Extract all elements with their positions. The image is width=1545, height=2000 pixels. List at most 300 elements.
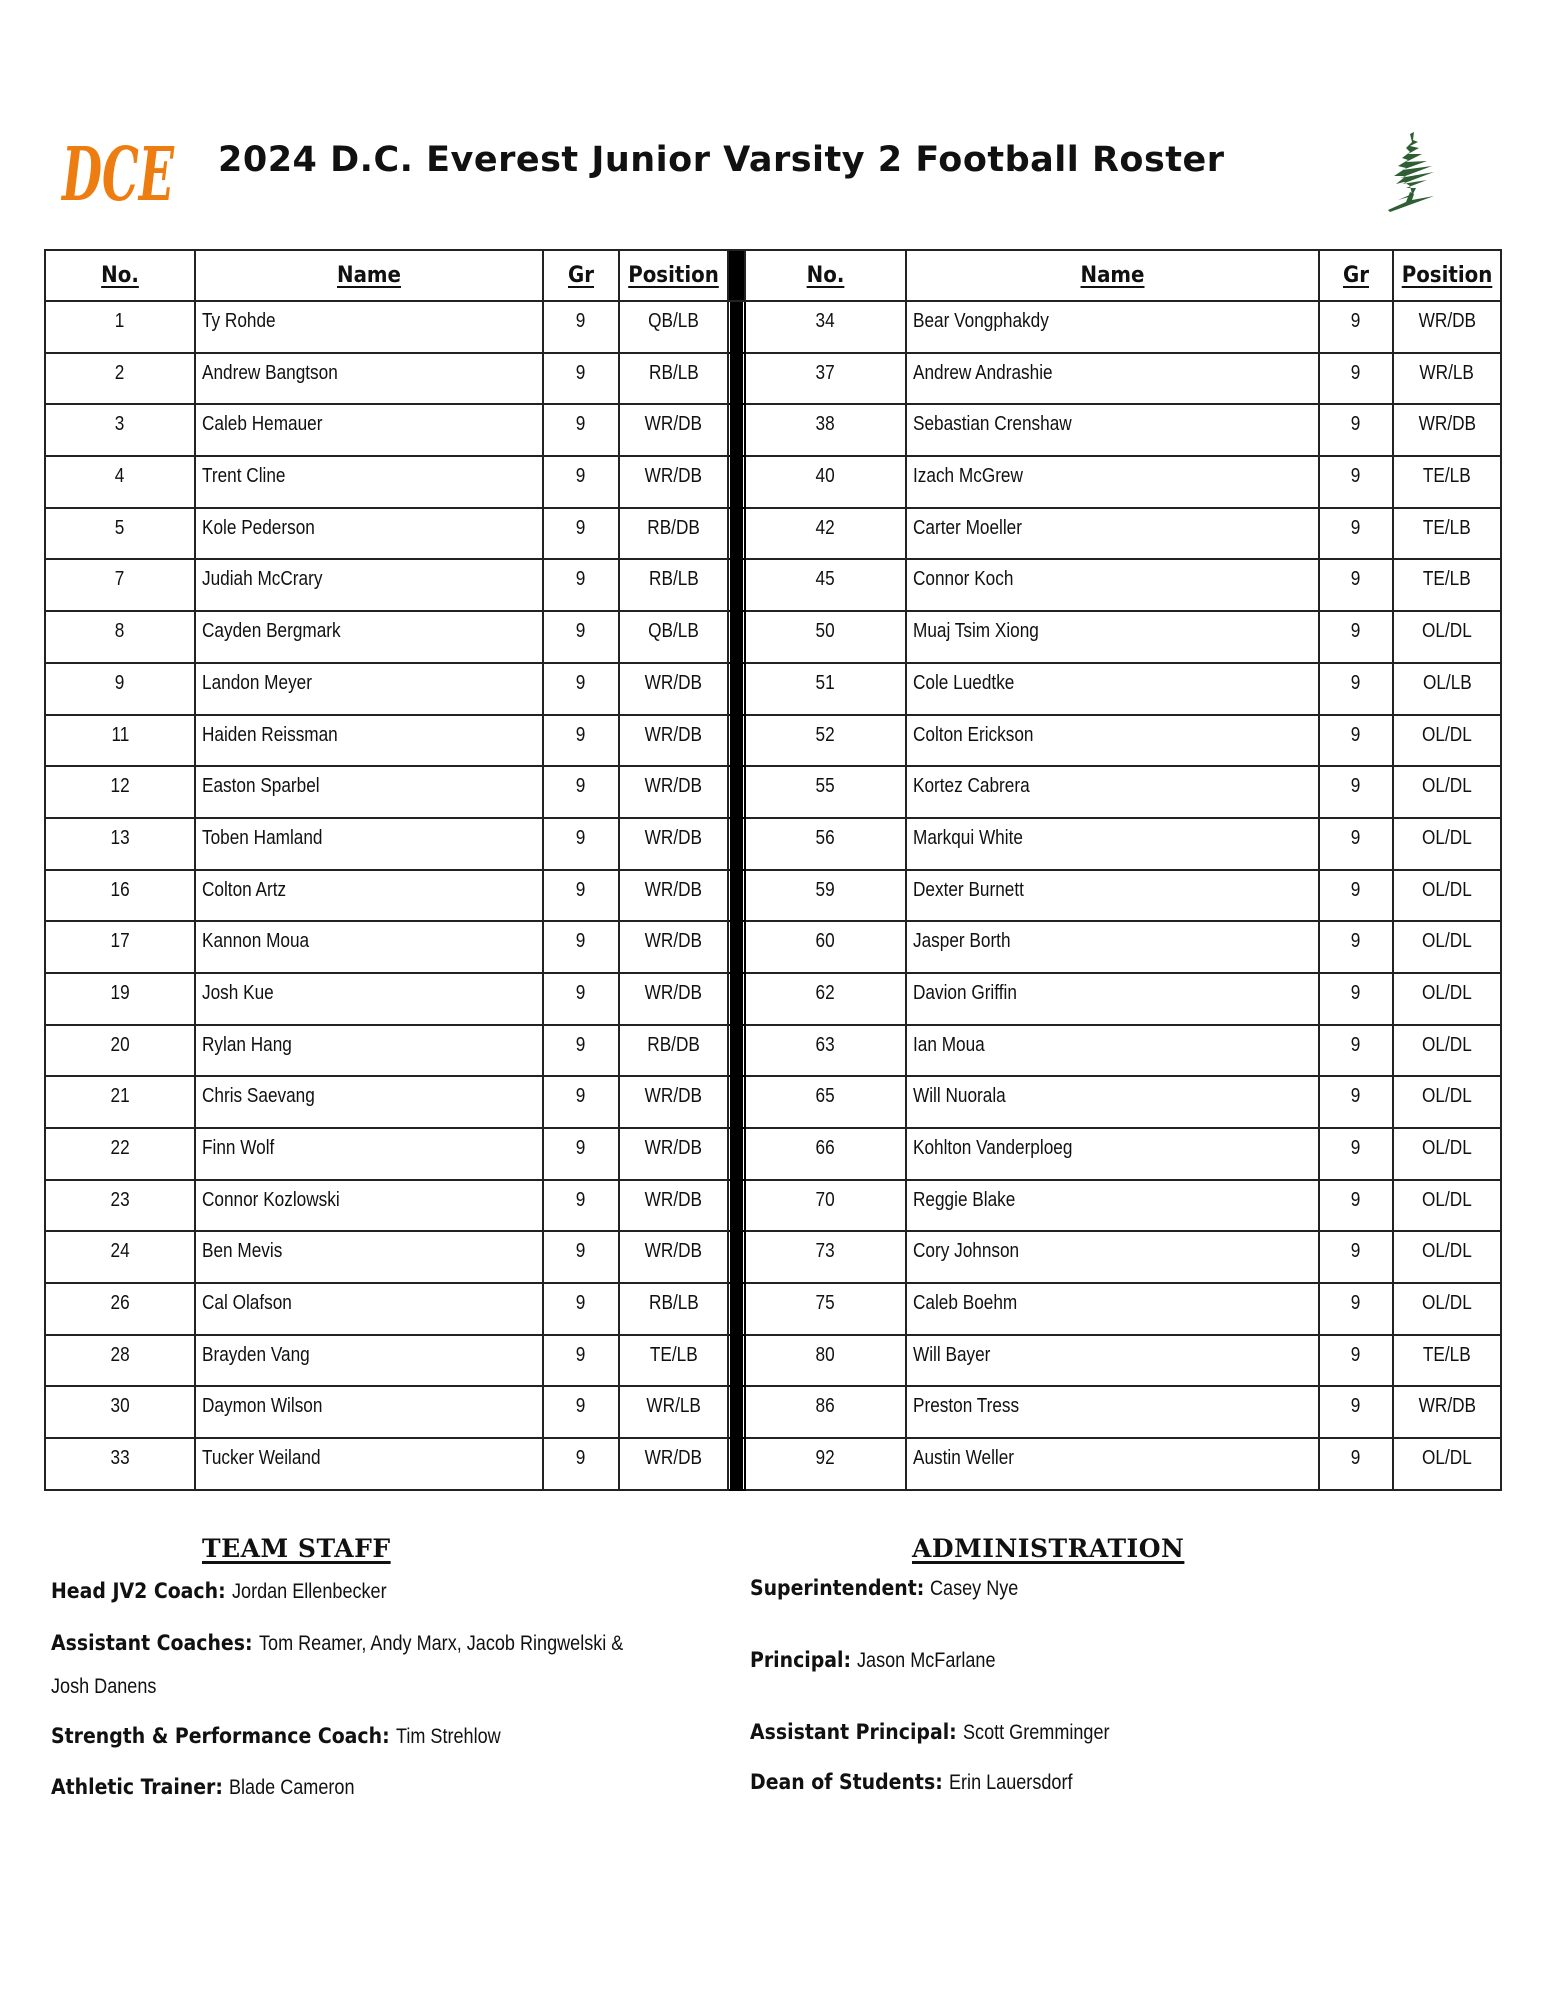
player-position-text: OL/DL: [1422, 1033, 1472, 1056]
player-grade-text: 9: [576, 413, 586, 436]
player-position: [619, 663, 728, 715]
player-grade-text: 9: [1351, 723, 1361, 746]
table-row: [45, 508, 1501, 560]
player-grade: [543, 663, 619, 715]
table-row: [45, 404, 1501, 456]
player-name: [906, 611, 1319, 663]
player-number: [745, 766, 906, 818]
player-position: [1393, 353, 1501, 405]
player-name-text: Cory Johnson: [913, 1240, 1020, 1263]
player-position-text: WR/DB: [644, 671, 703, 694]
table-row: [45, 1076, 1501, 1128]
player-position: [1393, 301, 1501, 353]
player-grade-text: 9: [576, 1188, 586, 1211]
player-number: [45, 1025, 195, 1077]
col-header-name: [195, 250, 543, 301]
player-number: [745, 870, 906, 922]
player-name: [906, 973, 1319, 1025]
player-number-text: 5: [115, 516, 125, 539]
player-name-text: Kortez Cabrera: [913, 775, 1030, 798]
player-number-text: 28: [110, 1343, 130, 1366]
player-position: [1393, 715, 1501, 767]
player-grade-text: 9: [1351, 1292, 1361, 1315]
admin-value: Scott Gremminger: [962, 1721, 1110, 1744]
player-grade-text: 9: [1351, 930, 1361, 953]
player-position-text: RB/DB: [647, 1033, 700, 1056]
player-grade-text: 9: [576, 1240, 586, 1263]
table-row: [45, 973, 1501, 1025]
player-position: [619, 404, 728, 456]
player-grade-text: 9: [576, 1292, 586, 1315]
player-grade: [543, 301, 619, 353]
player-grade: [1319, 1128, 1393, 1180]
table-row: [45, 766, 1501, 818]
player-name-text: Will Nuorala: [913, 1085, 1006, 1108]
player-number: [45, 508, 195, 560]
player-number-text: 33: [110, 1447, 130, 1470]
player-number-text: 55: [815, 775, 836, 798]
player-grade: [1319, 1231, 1393, 1283]
table-row: [45, 1283, 1501, 1335]
player-number: [45, 559, 195, 611]
player-name-text: Muaj Tsim Xiong: [913, 620, 1039, 643]
player-name-text: Cole Luedtke: [913, 671, 1015, 694]
administration-heading: ADMINISTRATION: [912, 1534, 1185, 1563]
player-grade: [543, 508, 619, 560]
player-position-text: WR/DB: [644, 930, 703, 953]
player-number: [745, 1128, 906, 1180]
player-number-text: 34: [815, 310, 836, 332]
staff-value-continued: Josh Danens: [51, 1675, 157, 1698]
player-position-text: TE/LB: [1423, 568, 1471, 591]
column-divider: [729, 508, 744, 560]
table-row: [45, 301, 1501, 353]
column-divider: [729, 870, 744, 922]
player-number: [45, 353, 195, 405]
player-position-text: OL/DL: [1422, 1188, 1472, 1211]
player-number-text: 4: [115, 465, 125, 488]
player-grade-text: 9: [1351, 1188, 1361, 1211]
player-name: [195, 1180, 543, 1232]
player-name-text: Judiah McCrary: [202, 568, 323, 591]
player-grade-text: 9: [576, 1447, 586, 1470]
player-name: [906, 1128, 1319, 1180]
table-row: [45, 1231, 1501, 1283]
player-position-text: TE/LB: [1423, 465, 1471, 488]
player-grade: [543, 1231, 619, 1283]
player-number: [745, 559, 906, 611]
player-number: [45, 456, 195, 508]
player-number: [745, 1438, 906, 1490]
column-divider: [729, 973, 744, 1025]
svg-text:DCE: DCE: [60, 132, 175, 218]
column-divider: [729, 1180, 744, 1232]
player-name-text: Davion Griffin: [913, 981, 1017, 1004]
player-position: [619, 611, 728, 663]
player-number-text: 23: [110, 1188, 130, 1211]
player-number-text: 24: [110, 1240, 130, 1263]
player-name-text: Kohlton Vanderploeg: [913, 1137, 1073, 1159]
player-position: [1393, 1386, 1501, 1438]
table-row: [45, 1438, 1501, 1490]
player-grade: [543, 921, 619, 973]
column-divider: [729, 1231, 744, 1283]
player-position: [619, 559, 728, 611]
player-number-text: 60: [815, 930, 836, 953]
col-header-gr-label: Gr: [1342, 263, 1369, 288]
player-position: [1393, 404, 1501, 456]
staff-value: Tom Reamer, Andy Marx, Jacob Ringwelski &: [258, 1632, 624, 1655]
player-grade: [1319, 1386, 1393, 1438]
player-name: [906, 508, 1319, 560]
player-number: [745, 508, 906, 560]
player-grade-text: 9: [576, 1033, 586, 1056]
player-position-text: WR/DB: [644, 878, 703, 901]
table-row: [45, 559, 1501, 611]
player-number-text: 13: [110, 826, 130, 849]
player-name-text: Trent Cline: [202, 465, 286, 488]
player-position: [1393, 663, 1501, 715]
player-position: [619, 1283, 728, 1335]
player-number-text: 70: [815, 1188, 836, 1211]
player-position: [1393, 559, 1501, 611]
player-number: [745, 715, 906, 767]
player-position-text: TE/LB: [649, 1343, 698, 1366]
player-number: [745, 1231, 906, 1283]
player-grade: [1319, 663, 1393, 715]
player-number-text: 42: [815, 516, 836, 539]
player-position-text: OL/DL: [1422, 1292, 1472, 1315]
player-position-text: OL/DL: [1422, 1085, 1472, 1108]
player-name-text: Cayden Bergmark: [202, 620, 341, 643]
player-grade: [1319, 870, 1393, 922]
player-number-text: 12: [110, 775, 130, 798]
player-name: [906, 1025, 1319, 1077]
admin-entry-principal: [750, 1640, 1018, 1681]
player-position: [619, 1231, 728, 1283]
table-row: [45, 715, 1501, 767]
player-name: [906, 1335, 1319, 1387]
roster-header-row: [45, 250, 1501, 301]
player-name-text: Ian Moua: [913, 1033, 985, 1056]
player-number-text: 56: [815, 826, 836, 849]
player-number-text: 37: [815, 361, 836, 384]
player-position: [619, 715, 728, 767]
player-position-text: TE/LB: [1423, 516, 1471, 539]
col-header-name-label: Name: [1080, 263, 1145, 288]
player-number: [45, 611, 195, 663]
player-grade: [1319, 1283, 1393, 1335]
player-name-text: Bear Vongphakdy: [913, 310, 1049, 332]
player-position-text: WR/DB: [644, 1188, 703, 1211]
player-number-text: 86: [815, 1395, 836, 1418]
player-position-text: OL/DL: [1422, 981, 1472, 1004]
player-position: [1393, 508, 1501, 560]
player-name-text: Cal Olafson: [202, 1292, 292, 1315]
player-name: [906, 818, 1319, 870]
player-name-text: Josh Kue: [202, 981, 274, 1004]
player-number: [45, 301, 195, 353]
player-position-text: OL/DL: [1422, 620, 1472, 643]
player-position: [619, 301, 728, 353]
player-grade: [543, 1025, 619, 1077]
player-grade-text: 9: [576, 878, 586, 901]
player-position: [619, 870, 728, 922]
player-grade-text: 9: [576, 826, 586, 849]
player-grade-text: 9: [576, 981, 586, 1004]
column-divider: [728, 250, 745, 301]
player-number-text: 66: [815, 1137, 836, 1159]
player-position-text: RB/LB: [648, 568, 699, 591]
player-grade: [543, 611, 619, 663]
admin-value: Casey Nye: [930, 1577, 1019, 1600]
player-name-text: Carter Moeller: [913, 516, 1022, 539]
player-number-text: 62: [815, 981, 836, 1004]
player-number: [45, 766, 195, 818]
player-position-text: WR/DB: [644, 1240, 703, 1263]
player-number: [45, 715, 195, 767]
player-position: [1393, 921, 1501, 973]
player-position: [619, 1386, 728, 1438]
player-name-text: Colton Erickson: [913, 723, 1034, 746]
player-number-text: 8: [115, 620, 125, 643]
player-name: [906, 559, 1319, 611]
player-number-text: 16: [110, 878, 130, 901]
player-grade-text: 9: [576, 1085, 586, 1108]
player-name-text: Will Bayer: [913, 1343, 991, 1366]
player-grade-text: 9: [576, 930, 586, 953]
player-number: [745, 663, 906, 715]
staff-label: Athletic Trainer:: [51, 1775, 223, 1799]
player-grade-text: 9: [1351, 1447, 1361, 1470]
player-name: [906, 921, 1319, 973]
player-name: [195, 663, 543, 715]
player-grade-text: 9: [576, 361, 586, 384]
player-position: [1393, 766, 1501, 818]
player-number: [745, 1386, 906, 1438]
column-divider: [729, 559, 744, 611]
player-position: [619, 921, 728, 973]
player-grade: [1319, 818, 1393, 870]
staff-entry-head-coach: [51, 1571, 412, 1612]
player-position: [619, 1180, 728, 1232]
player-number: [745, 921, 906, 973]
player-number: [745, 611, 906, 663]
player-position: [1393, 1438, 1501, 1490]
player-grade-text: 9: [576, 568, 586, 591]
player-number-text: 40: [815, 465, 836, 488]
player-position: [1393, 1283, 1501, 1335]
player-position-text: OL/DL: [1422, 878, 1472, 901]
player-name: [195, 353, 543, 405]
player-name: [195, 1283, 543, 1335]
player-grade: [543, 353, 619, 405]
player-grade-text: 9: [1351, 878, 1361, 901]
player-number-text: 73: [815, 1240, 836, 1263]
player-name-text: Brayden Vang: [202, 1343, 310, 1366]
player-grade-text: 9: [1351, 361, 1361, 384]
player-name-text: Connor Kozlowski: [202, 1188, 340, 1211]
player-grade: [1319, 404, 1393, 456]
column-divider: [729, 1386, 744, 1438]
player-number: [45, 1438, 195, 1490]
player-grade: [1319, 353, 1393, 405]
player-number: [745, 1180, 906, 1232]
table-row: [45, 1025, 1501, 1077]
column-divider: [729, 1438, 744, 1490]
player-grade: [543, 1128, 619, 1180]
player-name: [195, 1386, 543, 1438]
player-grade-text: 9: [1351, 1033, 1361, 1056]
column-divider: [729, 456, 744, 508]
player-number: [45, 1180, 195, 1232]
table-row: [45, 870, 1501, 922]
player-number: [45, 921, 195, 973]
player-grade: [1319, 1076, 1393, 1128]
player-name: [906, 353, 1319, 405]
player-position: [1393, 1076, 1501, 1128]
player-position: [1393, 1128, 1501, 1180]
admin-value: Jason McFarlane: [857, 1649, 996, 1672]
player-name-text: Rylan Hang: [202, 1033, 292, 1056]
col-header-name: [906, 250, 1319, 301]
player-position-text: WR/DB: [644, 775, 703, 798]
player-grade: [543, 818, 619, 870]
player-number: [45, 870, 195, 922]
player-grade: [543, 1386, 619, 1438]
player-number-text: 19: [110, 981, 130, 1004]
player-grade-text: 9: [1351, 465, 1361, 488]
player-name: [906, 715, 1319, 767]
staff-label: Strength & Performance Coach:: [51, 1724, 390, 1748]
player-name: [906, 1386, 1319, 1438]
player-name: [906, 456, 1319, 508]
column-divider: [729, 1283, 744, 1335]
player-number: [745, 973, 906, 1025]
player-position-text: WR/DB: [1418, 1395, 1476, 1418]
admin-entry-assistant-principal: [750, 1712, 1133, 1753]
player-name: [906, 404, 1319, 456]
staff-value: Jordan Ellenbecker: [231, 1580, 387, 1603]
player-number-text: 52: [815, 723, 836, 746]
column-divider: [729, 1128, 744, 1180]
player-name-text: Izach McGrew: [913, 465, 1023, 488]
player-name-text: Landon Meyer: [202, 671, 312, 694]
player-position-text: WR/DB: [1418, 310, 1476, 332]
player-name: [195, 611, 543, 663]
player-name-text: Andrew Andrashie: [913, 361, 1053, 384]
roster-table: [44, 249, 1502, 1491]
player-name: [195, 456, 543, 508]
col-header-no-label: No.: [806, 263, 845, 288]
col-header-no-label: No.: [101, 263, 139, 288]
col-header-no: [745, 250, 906, 301]
player-name-text: Connor Koch: [913, 568, 1014, 591]
player-position-text: OL/DL: [1422, 723, 1472, 746]
player-name: [906, 1283, 1319, 1335]
column-divider: [729, 1335, 744, 1387]
player-position: [1393, 1231, 1501, 1283]
player-name: [195, 818, 543, 870]
player-grade: [1319, 921, 1393, 973]
staff-value: Tim Strehlow: [395, 1725, 501, 1748]
player-number: [745, 353, 906, 405]
player-number-text: 45: [815, 568, 836, 591]
player-position-text: WR/DB: [644, 413, 703, 436]
staff-entry-assistant-coaches: [51, 1623, 682, 1664]
player-name-text: Reggie Blake: [913, 1188, 1016, 1211]
table-row: [45, 1386, 1501, 1438]
player-number: [45, 1386, 195, 1438]
player-name-text: Andrew Bangtson: [202, 361, 338, 384]
player-number-text: 80: [815, 1343, 836, 1366]
player-name: [906, 1231, 1319, 1283]
player-name: [195, 1335, 543, 1387]
admin-label: Superintendent:: [750, 1576, 925, 1600]
player-grade: [1319, 301, 1393, 353]
player-name: [906, 301, 1319, 353]
player-grade: [543, 456, 619, 508]
column-divider: [729, 1025, 744, 1077]
player-position-text: OL/DL: [1422, 930, 1472, 953]
player-number-text: 21: [110, 1085, 130, 1108]
player-number: [745, 301, 906, 353]
player-name: [906, 1076, 1319, 1128]
player-number: [745, 1076, 906, 1128]
column-divider: [729, 663, 744, 715]
player-position: [1393, 973, 1501, 1025]
player-position-text: WR/DB: [644, 826, 703, 849]
player-name: [906, 663, 1319, 715]
column-divider: [729, 766, 744, 818]
player-name: [195, 1231, 543, 1283]
player-name: [195, 559, 543, 611]
player-grade-text: 9: [1351, 1395, 1361, 1418]
player-grade-text: 9: [1351, 1085, 1361, 1108]
player-name-text: Kannon Moua: [202, 930, 310, 953]
table-row: [45, 353, 1501, 405]
player-position: [1393, 1335, 1501, 1387]
player-name: [195, 301, 543, 353]
player-position: [619, 1128, 728, 1180]
staff-entry-strength-coach: [51, 1716, 518, 1757]
player-grade: [543, 766, 619, 818]
player-grade: [543, 973, 619, 1025]
table-row: [45, 1335, 1501, 1387]
player-grade-text: 9: [576, 1137, 586, 1159]
player-number: [45, 973, 195, 1025]
player-name: [195, 921, 543, 973]
player-name: [906, 870, 1319, 922]
player-grade-text: 9: [576, 723, 586, 746]
player-name-text: Preston Tress: [913, 1395, 1020, 1418]
player-grade-text: 9: [1351, 1137, 1361, 1159]
player-position-text: OL/DL: [1422, 826, 1472, 849]
player-position-text: WR/DB: [644, 723, 703, 746]
player-grade: [543, 559, 619, 611]
player-name-text: Daymon Wilson: [202, 1395, 323, 1418]
player-name: [195, 1025, 543, 1077]
player-position-text: WR/LB: [646, 1395, 701, 1418]
player-name: [195, 870, 543, 922]
admin-label: Principal:: [750, 1648, 852, 1672]
player-position: [619, 1025, 728, 1077]
player-number-text: 51: [815, 671, 836, 694]
player-grade-text: 9: [1351, 775, 1361, 798]
player-number-text: 65: [815, 1085, 836, 1108]
player-position-text: RB/LB: [648, 361, 699, 384]
player-name: [195, 1128, 543, 1180]
